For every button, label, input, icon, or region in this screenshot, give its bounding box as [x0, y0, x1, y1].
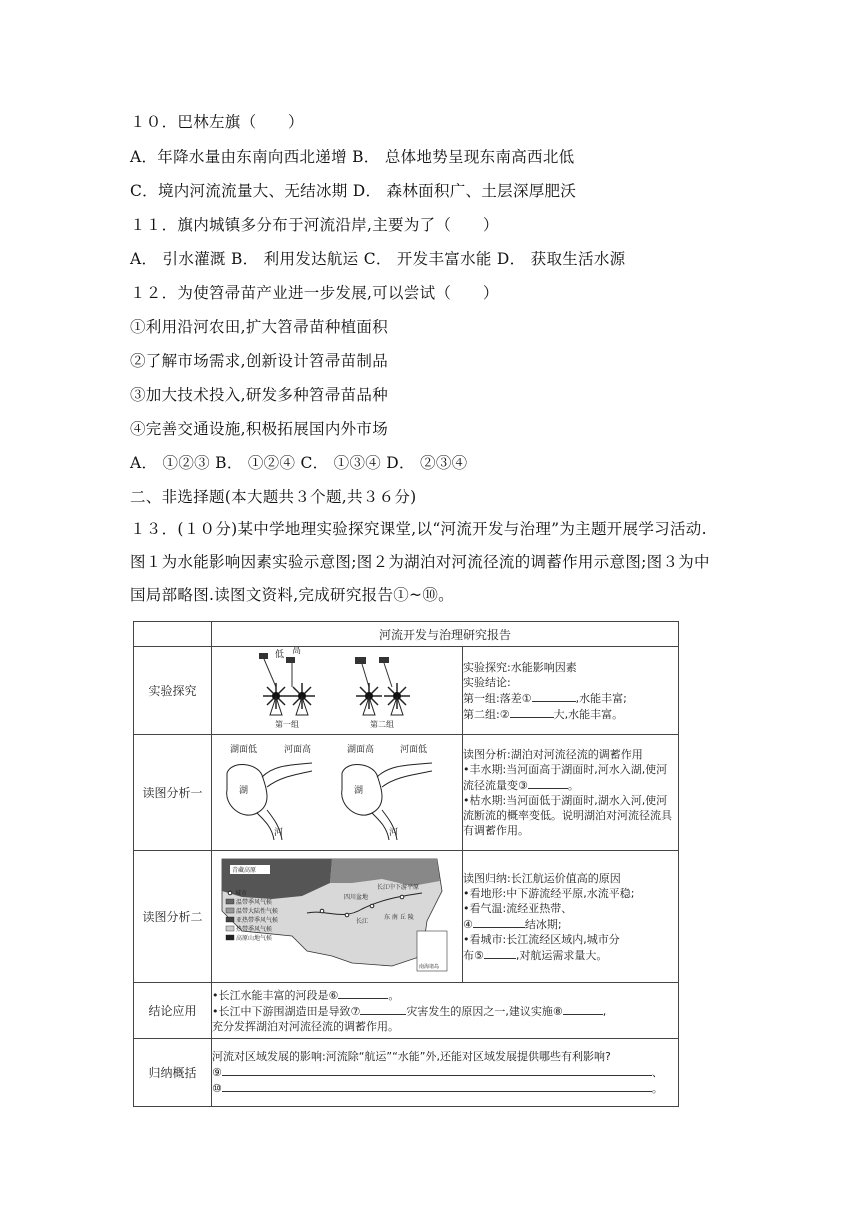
header-blank [134, 622, 212, 647]
blank-9[interactable] [222, 1064, 652, 1076]
china-map [212, 851, 462, 979]
row2-line3: •枯水期:当河面低于湖面时,湖水入河,使河流断流的概率变低。说明湖泊对河流径流具有调蓄作用。 [463, 794, 672, 837]
q13-text: １３．(１０分)某中学地理实验探究课堂,以“河流开发与治理”为主题开展学习活动.图１为水能影响因素实验示意图;图２为湖泊对河流径流的调蓄作用示意图;图３为中国局部略图.读图文资料,完成研究报告①~⑩。 [130, 520, 710, 604]
report-table [133, 621, 679, 1107]
blank-3[interactable] [528, 777, 568, 789]
river-label-2: 河 [389, 828, 399, 838]
lake-label-1: 湖 [239, 786, 249, 796]
legend-tropical-monsoon: 热带季风气候 [236, 926, 273, 933]
fig1-cell [212, 647, 463, 735]
q11-stem: １１．旗内城镇多分布于河流沿岸,主要为了（ ） [130, 216, 499, 234]
row5-text [212, 1039, 679, 1107]
blank-10[interactable] [222, 1080, 652, 1092]
row3-line1: 读图归纳:长江航运价值高的原因 [463, 871, 621, 885]
row4-line1: •长江水能丰富的河段是⑥ 。 [212, 989, 400, 1002]
row3-line5: •看城市:长江流经区域内,城市分 [463, 932, 620, 946]
row4-line2: •长江中下游围湖造田是导致⑦ 灾害发生的原因之一,建议实施⑧ , [212, 1005, 607, 1018]
row4-text [212, 983, 679, 1039]
label-high-1: 高 [292, 647, 302, 656]
row5-line1: 河流对区域发展的影响:河流除“航运”“水能”外,还能对区域发展提供哪些有利影响? [212, 1050, 611, 1063]
row2-text [463, 735, 679, 851]
q12-item-1: ①利用沿河农田,扩大笤帚苗种植面积 [130, 318, 389, 336]
map-plateau-label: 青藏高原 [232, 867, 257, 874]
row2-line1: 读图分析:湖泊对河流径流的调蓄作用 [463, 748, 643, 761]
row3-line6: 布⑤ ,对航运需求量大。 [463, 948, 608, 962]
river-high-label: 河面高 [284, 745, 312, 755]
q12-item-4: ④完善交通设施,积极拓展国内外市场 [130, 420, 389, 438]
legend-subtropical-monsoon: 亚热带季风气候 [236, 917, 279, 924]
row3-line2: •看地形:中下游流经平原,水流平稳; [463, 886, 635, 900]
blank-4[interactable] [473, 916, 525, 928]
row1-line1: 实验探究:水能影响因素 [463, 660, 577, 674]
row-label-analysis-1: 读图分析一 [134, 735, 212, 851]
blank-7[interactable] [360, 1003, 406, 1015]
map-river-label: 长江 [356, 918, 369, 925]
row-label-experiment: 实验探究 [134, 647, 212, 735]
fig2-cell [212, 735, 463, 851]
row5-line9: ⑨ 、 [212, 1066, 663, 1079]
blank-2[interactable] [510, 706, 554, 718]
map-inset-label: 南海诸岛 [419, 964, 440, 970]
legend-city: 城市 [235, 890, 248, 897]
row1-line4: 第二组:② 大,水能丰富。 [463, 707, 624, 721]
blank-6[interactable] [338, 987, 388, 999]
group1-label: 第一组 [275, 720, 299, 729]
blank-1[interactable] [532, 690, 576, 702]
q12-stem: １２．为使笤帚苗产业进一步发展,可以尝试（ ） [130, 284, 499, 302]
row3-line3: •看气温:流经亚热带、 [463, 901, 573, 915]
section-heading: 二、非选择题(本大题共３个题,共３６分) [130, 488, 417, 506]
row1-text [463, 647, 679, 735]
row-label-application: 结论应用 [134, 983, 212, 1039]
q10-options-ab: A．年降水量由东南向西北递增 B． 总体地势呈现东南高西北低 [130, 148, 575, 166]
map-basin-label: 四川盆地 [344, 894, 369, 901]
q10-options-cd: C．境内河流流量大、无结冰期 D． 森林面积广、土层深厚肥沃 [130, 182, 577, 200]
legend-temperate-monsoon: 温带季风气候 [236, 899, 273, 906]
lake-low-label: 湖面低 [230, 745, 258, 755]
q12-item-3: ③加大技术投入,研发多种笤帚苗品种 [130, 386, 389, 404]
row3-line4: ④ 结冰期; [463, 917, 562, 931]
label-low-1: 低 [275, 650, 285, 660]
lake-high-label: 湖面高 [347, 745, 375, 755]
row1-line3: 第一组:落差① ,水能丰富; [463, 691, 627, 705]
lake-label-2: 湖 [354, 786, 364, 796]
row2-line2: •丰水期:当河面高于湖面时,河水入湖,使河流径流量变③ 。 [463, 763, 668, 792]
river-low-label: 河面低 [400, 745, 428, 755]
group2-label: 第二组 [370, 720, 394, 729]
legend-temperate-continental: 温带大陆性气候 [236, 908, 279, 915]
map-hills-label: 东 南 丘 陵 [384, 914, 414, 921]
lake-river-figure [212, 735, 462, 847]
q12-options: A． ①②③ B． ①②④ C． ①③④ D． ②③④ [130, 454, 468, 472]
row3-text [463, 851, 679, 983]
row4-line3: 充分发挥湖泊对河流径流的调蓄作用。 [212, 1020, 399, 1033]
fig3-cell [212, 851, 463, 983]
q12-item-2: ②了解市场需求,创新设计笤帚苗制品 [130, 352, 389, 370]
row5-line10: ⑩ 。 [212, 1082, 663, 1095]
blank-5[interactable] [484, 947, 516, 959]
row-label-summary: 归纳概括 [134, 1039, 212, 1107]
report-title: 河流开发与治理研究报告 [212, 622, 679, 647]
blank-8[interactable] [563, 1003, 603, 1015]
row-label-analysis-2: 读图分析二 [134, 851, 212, 983]
river-label-1: 河 [274, 828, 284, 838]
legend-highland: 高原山地气候 [236, 935, 273, 942]
map-plain-label: 长江中下游平原 [377, 884, 420, 891]
waterwheel-figure [212, 647, 462, 731]
row1-line2: 实验结论: [463, 675, 511, 689]
q10-stem: １０．巴林左旗（ ） [130, 113, 304, 131]
q11-options: A． 引水灌溉 B． 利用发达航运 C． 开发丰富水能 D． 获取生活水源 [130, 250, 626, 268]
